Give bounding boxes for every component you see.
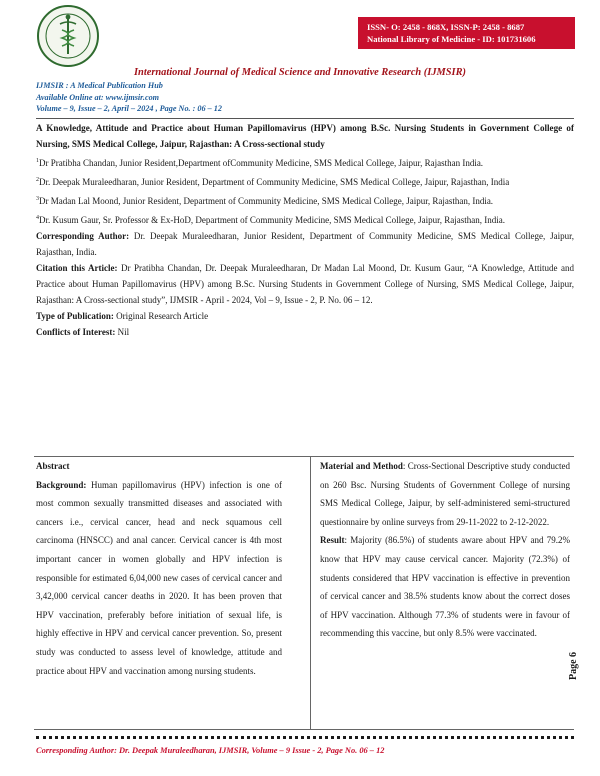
result-label: Result [320,535,345,546]
citation-label: Citation this Article: [36,263,118,273]
affiliation-text: Dr Madan Lal Moond, Junior Resident, Department of Community Medicine, SMS Medical College, Jaipur, Rajasthan, India. [39,196,494,206]
available-online: Available Online at: www.ijmsir.com [36,92,160,102]
type-text: Original Research Article [113,311,209,321]
conflicts-label: Conflicts of Interest: [36,327,116,337]
issn-line: ISSN- O: 2458 - 868X, ISSN-P: 2458 - 8687 [367,22,525,32]
article-front-matter [36,120,574,340]
abstract-right-column [316,457,572,643]
volume-info: Volume – 9, Issue – 2, April – 2024 , Page No. : 06 – 12 [36,104,222,113]
page-number: Page 6 [568,651,579,680]
affiliation-marker: 2 [36,177,39,183]
affiliation-marker: 3 [36,196,39,202]
corresponding-text: Dr. Deepak Muraleedharan, Junior Resident, Department of Community Medicine, SMS Medical College, Jaipur, Rajasthan, India. [36,231,574,257]
background-paragraph [36,476,282,681]
journal-meta [36,80,222,115]
journal-title: International Journal of Medical Science and Innovative Research (IJMSIR) [134,67,466,78]
conflicts-text: Nil [115,327,130,337]
method-text: : Cross-Sectional Descriptive study conducted on 260 Bsc. Nursing Students of Government College of nursing SMS Medical College, Jaipur, by self-administered semi-structured questionnaire by online surveys from 29-11-2022 to 2-12-2022. [320,461,570,527]
issn-banner [358,17,575,49]
corresponding-author [36,228,574,260]
background-label: Background: [36,479,87,490]
abstract-heading: Abstract [36,461,70,471]
type-label: Type of Publication: [36,311,114,321]
result-text: : Majority (86.5%) of students aware about HPV and 79.2% know that HPV may cause cervical cancer. Majority (72.3%) of students considered that HPV vaccination is effective in prevention of cervical cancer and 38.5% students know about the correct doses of HPV vaccination. Although 77.3% of students were in favour of recommending this vaccine, but only 8.5% were vaccinated. [320,535,570,639]
method-label: Material and Method [320,461,403,471]
publication-hub: IJMSIR : A Medical Publication Hub [36,81,163,90]
result-paragraph [320,531,570,643]
affiliation-4 [36,210,574,228]
abstract-left-column [34,457,288,680]
column-divider [310,457,311,729]
conflicts [36,324,574,340]
method-paragraph [320,457,570,531]
affiliation-text: Dr. Deepak Muraleedharan, Junior Resident, Department of Community Medicine, SMS Medical College, Jaipur, Rajasthan, India [39,177,510,187]
affiliation-text: Dr Pratibha Chandan, Junior Resident,Department ofCommunity Medicine, SMS Medical College, Jaipur, Rajasthan India. [39,158,484,168]
affiliation-text: Dr. Kusum Gaur, Sr. Professor & Ex-HoD, Department of Community Medicine, SMS Medical College, Jaipur, Rajasthan, India. [39,215,505,225]
journal-logo-icon [36,4,100,68]
abstract-section [34,456,574,730]
affiliation-marker: 1 [36,158,39,164]
affiliation-1 [36,153,574,171]
affiliation-marker: 4 [36,215,39,221]
background-text: Human papillomavirus (HPV) infection is one of most common sexually transmitted diseases and associated with cancers i.e., cervical cancer, head and neck squamous cell carcinoma (HNSCC) and anal cancer. Cervical cancer is 4th most important cancer in women globally and HPV infection is responsible for estimated 6,04,000 new cases of cervical cancer and 3,42,000 cervical cancer deaths in 2020. It has been proven that HPV vaccination, preferably before initiation of sexual life, is highly effective in HPV and cervical cancer prevention. So, present study was conducted to assess level of knowledge, attitude and practice about HPV and vaccination among nursing students. [36,479,282,676]
paper-title: A Knowledge, Attitude and Practice about Human Papillomavirus (HPV) among B.Sc. Nursing Students in Government College of Nursing, SMS Medical College, Jaipur, Rajasthan: A Cross-sectional study [36,123,574,149]
footer-text: Corresponding Author: Dr. Deepak Muraleedharan, IJMSIR, Volume – 9 Issue - 2, Page No. 06 – 12 [36,746,385,755]
affiliation-2 [36,172,574,190]
header-divider [36,118,574,119]
publication-type [36,308,574,324]
citation-text: Dr Pratibha Chandan, Dr. Deepak Muraleedharan, Dr Madan Lal Moond, Dr. Kusum Gaur, “A Knowledge, Attitude and Practice about Human Papillomavirus (HPV) among B.Sc. Nursing Students in Government College of Nursing, SMS Medical College, Jaipur, Rajasthan: A Cross-sectional study”, IJMSIR - April - 2024, Vol – 9, Issue - 2, P. No. 06 – 12. [36,263,574,305]
citation [36,260,574,308]
footer-dotted-rule [36,736,574,739]
corresponding-label: Corresponding Author: [36,231,130,241]
affiliation-3 [36,191,574,209]
nlm-id-line: National Library of Medicine - ID: 101731606 [367,34,536,44]
